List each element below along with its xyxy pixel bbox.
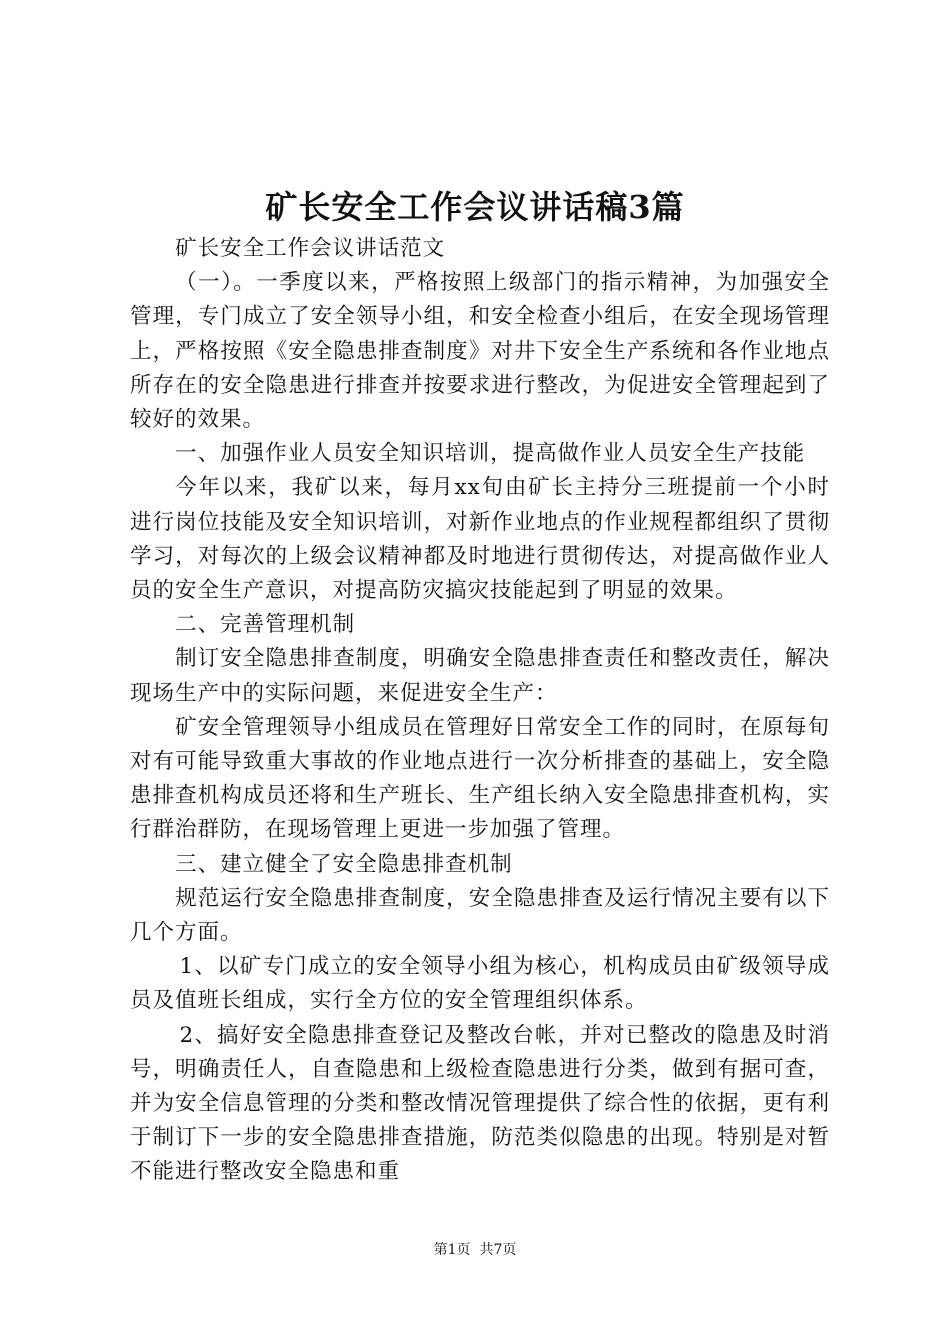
page-footer xyxy=(0,1240,950,1260)
paragraph: 制订安全隐患排查制度，明确安全隐患排查责任和整改责任，解决现场生产中的实际问题，来促进安全生产： xyxy=(130,646,830,706)
page-number: 第1页 xyxy=(433,1242,471,1258)
section-heading: 二、完善管理机制 xyxy=(175,612,356,638)
paragraph: 矿安全管理领导小组成员在管理好日常安全工作的同时，在原每旬对有可能导致重大事故的作业地点进行一次分析排查的基础上，安全隐患排查机构成员还将和生产班长、生产组长纳入安全隐患排查机构，实行群治群防，在现场管理上更进一步加强了管理。 xyxy=(130,714,830,843)
list-item: 2、搞好安全隐患排查登记及整改台帐，并对已整改的隐患及时消号，明确责任人，自查隐患和上级检查隐患进行分类，做到有据可查，并为安全信息管理的分类和整改情况管理提供了综合性的依据，更有利于制订下一步的安全隐患排查措施，防范类似隐患的出现。特别是对暂不能进行整改安全隐患和重 xyxy=(130,1022,830,1185)
page-total: 共7页 xyxy=(479,1242,517,1258)
paragraph: 今年以来，我矿以来，每月xx旬由矿长主持分三班提前一个小时进行岗位技能及安全知识培训，对新作业地点的作业规程都组织了贯彻学习，对每次的上级会议精神都及时地进行贯彻传达，对提高做作业人员的安全生产意识，对提高防灾搞灾技能起到了明显的效果。 xyxy=(130,475,830,604)
paragraph-subtitle: 矿长安全工作会议讲话范文 xyxy=(175,236,446,261)
section-heading: 一、加强作业人员安全知识培训，提高做作业人员安全生产技能 xyxy=(175,441,806,467)
document-title: 矿长安全工作会议讲话稿3篇 xyxy=(265,188,685,226)
section-heading: 三、建立健全了安全隐患排查机制 xyxy=(175,851,513,877)
paragraph: 规范运行安全隐患排查制度，安全隐患排查及运行情况主要有以下几个方面。 xyxy=(130,885,830,946)
document-body xyxy=(130,232,830,1190)
paragraph: （一）。一季度以来，严格按照上级部门的指示精神，为加强安全管理，专门成立了安全领导小组，和安全检查小组后，在安全现场管理上，严格按照《安全隐患排查制度》对井下安全生产系统和各作业地点所存在的安全隐患进行排查并按要求进行整改，为促进安全管理起到了较好的效果。 xyxy=(130,270,830,433)
list-item: 1、以矿专门成立的安全领导小组为核心，机构成员由矿级领导成员及值班长组成，实行全方位的安全管理组织体系。 xyxy=(130,954,830,1014)
